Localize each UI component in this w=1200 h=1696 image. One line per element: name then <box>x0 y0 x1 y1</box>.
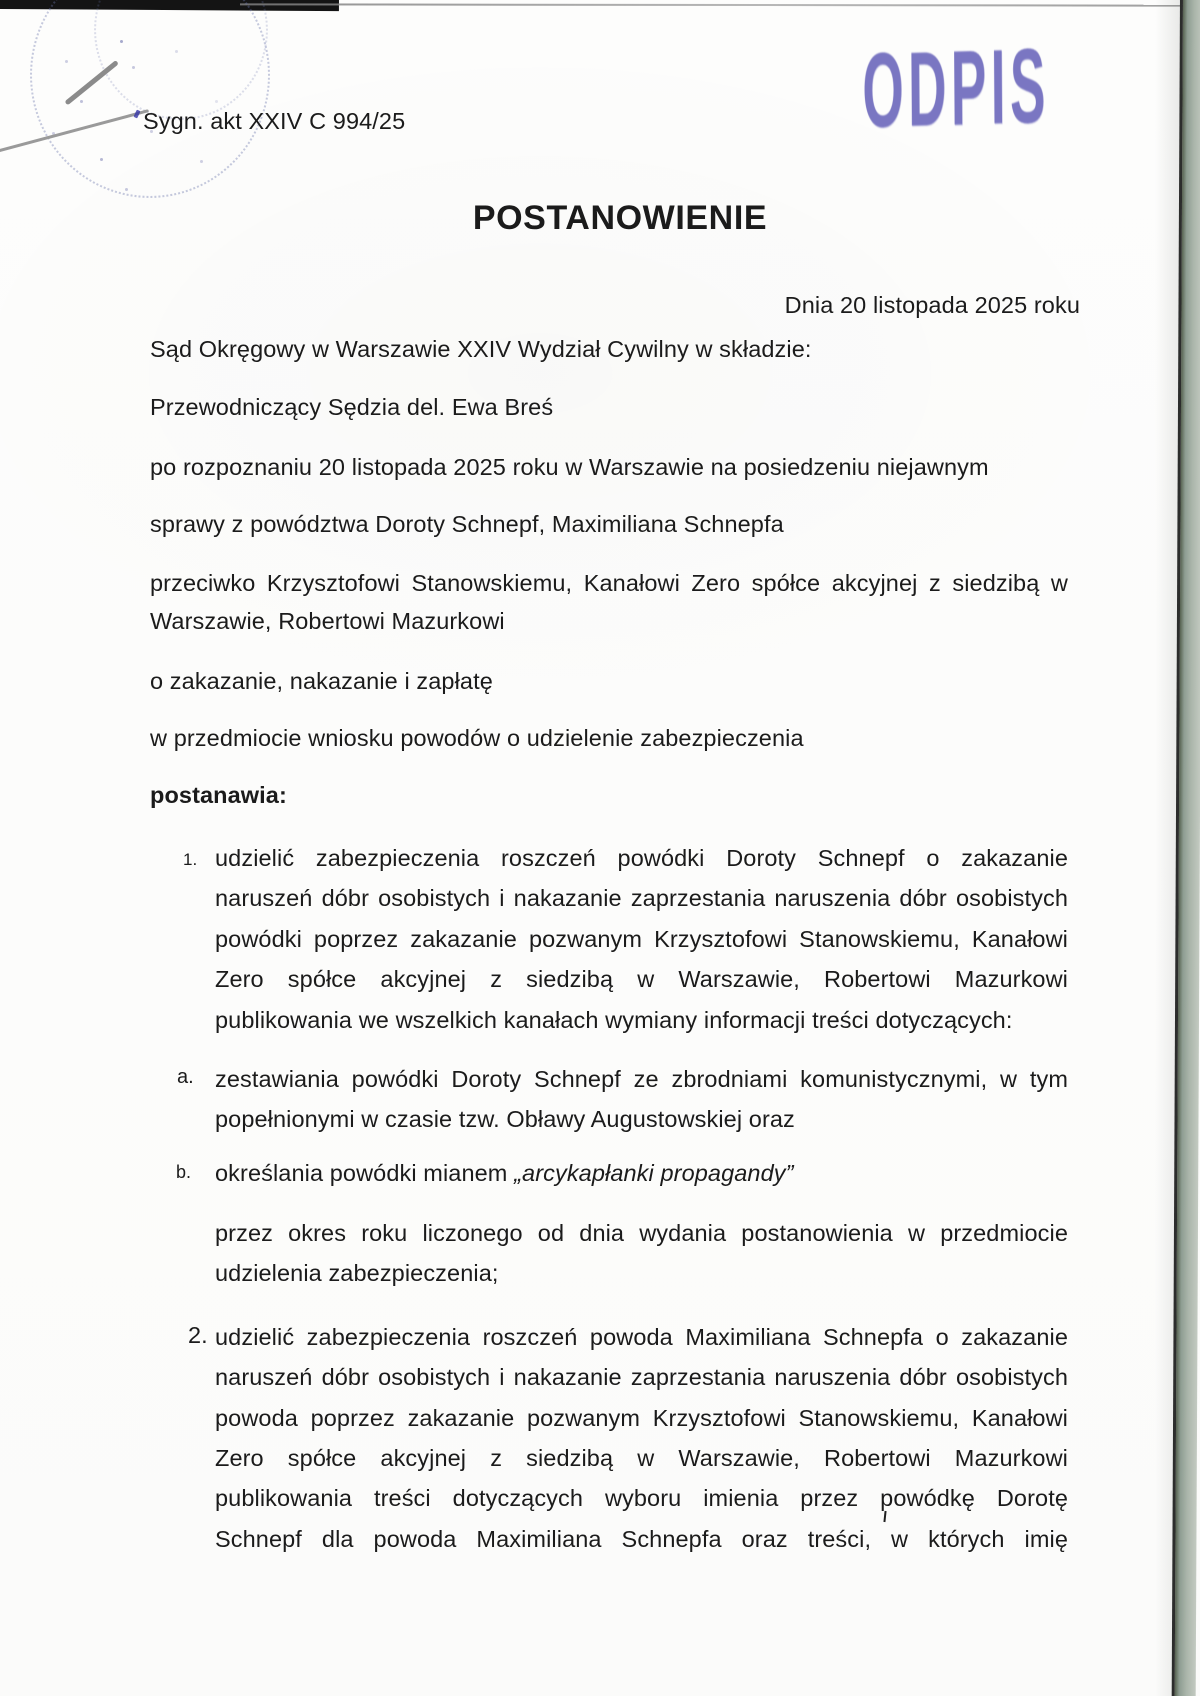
line-subject: o zakazanie, nakazanie i zapłatę <box>150 668 493 694</box>
sub-item-a-marker: a. <box>177 1066 194 1088</box>
date-line: Dnia 20 listopada 2025 roku <box>784 292 1080 318</box>
document-title: POSTANOWIENIE <box>472 199 768 237</box>
odpis-copy-stamp: ODPIS <box>861 26 1051 150</box>
sub-item-b-marker: b. <box>176 1162 192 1182</box>
period-line: udzielenia zabezpieczenia; <box>215 1260 499 1286</box>
line-court: Sąd Okręgowy w Warszawie XXIV Wydział Cywilny w składzie: <box>150 336 812 362</box>
sub-item-b-quote: „arcykapłanki propagandy” <box>514 1160 794 1186</box>
item-1-line: powódki poprzez zakazanie pozwanym Krzysztofowi Stanowskiemu, Kanałowi <box>215 926 1068 952</box>
sub-item-b-line <box>215 1158 1068 1192</box>
line-decides: postanawia: <box>150 782 287 808</box>
sub-item-a-line: popełnionymi w czasie tzw. Obławy Augustowskiej oraz <box>215 1106 795 1132</box>
item-2-line: publikowania treści dotyczących wyboru imienia przez powódkę Dorotę <box>215 1485 1068 1511</box>
item-1-marker: 1. <box>183 850 198 869</box>
item-1-line: udzielić zabezpieczenia roszczeń powódki Doroty Schnepf o zakazanie <box>215 845 1068 871</box>
period-line: przez okres roku liczonego od dnia wydania postanowienia w przedmiocie <box>215 1220 1068 1246</box>
line-hearing: po rozpoznaniu 20 listopada 2025 roku w Warszawie na posiedzeniu niejawnym <box>150 454 989 480</box>
line-against-2: Warszawie, Robertowi Mazurkowi <box>150 608 505 634</box>
sub-item-b-prefix: określania powódki mianem <box>215 1160 515 1186</box>
item-2-line: naruszeń dóbr osobistych i nakazanie zaprzestania naruszenia dóbr osobistych <box>215 1364 1068 1390</box>
case-number: Sygn. akt XXIV C 994/25 <box>143 108 406 134</box>
item-2-line: Schnepf dla powoda Maximiliana Schnepfa oraz treści, w których imię <box>215 1526 1068 1552</box>
line-claim: sprawy z powództwa Doroty Schnepf, Maximiliana Schnepfa <box>150 511 784 537</box>
item-1-line: naruszeń dóbr osobistych i nakazanie zaprzestania naruszenia dóbr osobistych <box>215 885 1068 911</box>
item-2-line: udzielić zabezpieczenia roszczeń powoda Maximiliana Schnepfa o zakazanie <box>215 1324 1068 1350</box>
line-re: w przedmiocie wniosku powodów o udzielenie zabezpieczenia <box>150 725 804 751</box>
item-2-line: Zero spółce akcyjnej z siedzibą w Warszawie, Robertowi Mazurkowi <box>215 1445 1068 1471</box>
item-2-line: powoda poprzez zakazanie pozwanym Krzysztofowi Stanowskiemu, Kanałowi <box>215 1405 1068 1431</box>
item-1-line: publikowania we wszelkich kanałach wymiany informacji treści dotyczących: <box>215 1007 1013 1033</box>
sub-item-a-line: zestawiania powódki Doroty Schnepf ze zbrodniami komunistycznymi, w tym <box>215 1066 1068 1092</box>
item-1-line: Zero spółce akcyjnej z siedzibą w Warszawie, Robertowi Mazurkowi <box>215 966 1068 992</box>
line-judge: Przewodniczący Sędzia del. Ewa Breś <box>150 394 554 420</box>
line-against-1: przeciwko Krzysztofowi Stanowskiemu, Kanałowi Zero spółce akcyjnej z siedzibą w <box>150 570 1068 596</box>
item-2-marker: 2. <box>188 1322 208 1348</box>
